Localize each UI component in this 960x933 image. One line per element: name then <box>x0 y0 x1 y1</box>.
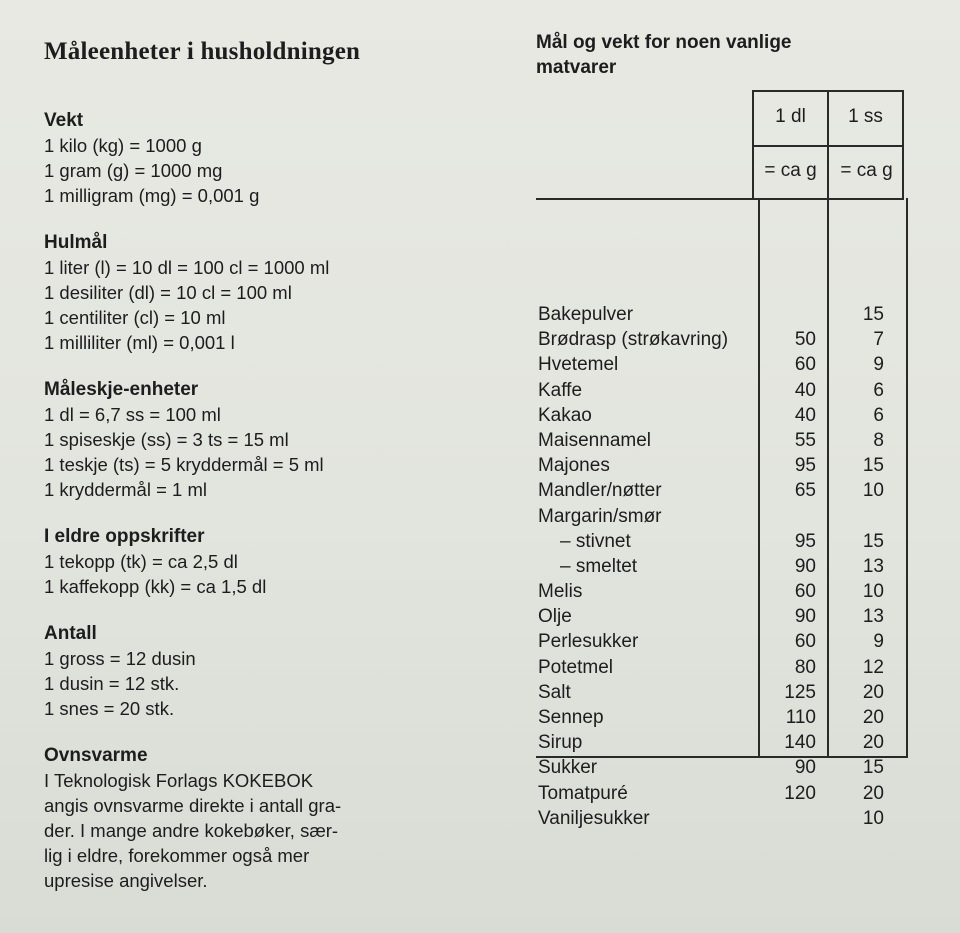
table-row <box>536 730 908 755</box>
grams-per-ss: 6 <box>873 379 884 401</box>
table-row <box>536 554 908 579</box>
grams-per-ss: 8 <box>873 429 884 451</box>
food-name: Sirup <box>538 732 583 754</box>
grams-per-ss: 12 <box>862 656 884 678</box>
section-ovnsvarme <box>44 743 464 893</box>
grams-per-dl: 50 <box>794 329 816 351</box>
food-name: Olje <box>538 606 572 628</box>
paragraph-line: der. I mange andre kokebøker, sær- <box>44 820 339 841</box>
grams-per-ss: 20 <box>862 732 884 754</box>
table-row <box>536 478 908 503</box>
food-name: Kaffe <box>538 379 583 401</box>
table-row <box>536 579 908 604</box>
grams-per-ss: 15 <box>862 530 884 552</box>
header-unit-dl: = ca g <box>764 160 817 181</box>
grams-per-ss: 10 <box>862 581 884 603</box>
table-row <box>536 680 908 705</box>
paragraph-line: upresise angivelser. <box>44 870 208 891</box>
grams-per-ss: 20 <box>862 681 884 703</box>
table-row <box>536 327 908 352</box>
food-name: – stivnet <box>560 530 631 552</box>
grams-per-dl: 90 <box>794 757 816 779</box>
ovnsvarme-paragraph <box>44 768 464 893</box>
table-row <box>536 604 908 629</box>
grams-per-dl: 60 <box>794 354 816 376</box>
section-heading: Vekt <box>44 110 84 131</box>
grams-per-dl: 40 <box>794 379 816 401</box>
table-row <box>536 705 908 730</box>
food-name: Margarin/smør <box>538 505 662 527</box>
food-name: Bakepulver <box>538 304 634 325</box>
header-1ss: 1 ss <box>848 106 883 127</box>
section-heading: Antall <box>44 623 97 644</box>
food-name: Salt <box>538 681 571 703</box>
grams-per-ss: 7 <box>873 329 884 351</box>
conversion-line: 1 dl = 6,7 ss = 100 ml <box>44 404 221 425</box>
conversion-line: 1 kilo (kg) = 1000 g <box>44 135 202 156</box>
grams-per-ss: 15 <box>862 757 884 779</box>
grams-per-ss: 13 <box>862 555 884 577</box>
grams-per-ss: 15 <box>862 455 884 477</box>
table-row <box>536 302 908 327</box>
page-title: Måleenheter i husholdningen <box>44 38 361 65</box>
unit-sections <box>44 108 464 721</box>
grams-per-dl: 110 <box>785 707 816 728</box>
table-row <box>536 428 908 453</box>
food-name: Hvetemel <box>538 354 619 376</box>
unit-section <box>44 108 464 208</box>
header-unit-ss: = ca g <box>840 160 893 181</box>
table-row <box>536 453 908 478</box>
conversion-line: 1 tekopp (tk) = ca 2,5 dl <box>44 551 238 572</box>
food-name: Brødrasp (strøkavring) <box>538 329 729 351</box>
food-name: Sennep <box>538 707 604 728</box>
table-row <box>536 403 908 428</box>
grams-per-dl: 125 <box>784 681 816 703</box>
conversion-line: 1 liter (l) = 10 dl = 100 cl = 1000 ml <box>44 257 330 278</box>
table-row <box>536 806 908 831</box>
header-1dl: 1 dl <box>775 106 806 127</box>
conversion-line: 1 desiliter (dl) = 10 cl = 100 ml <box>44 282 292 303</box>
table-row <box>536 504 908 529</box>
conversion-line: 1 kryddermål = 1 ml <box>44 479 207 500</box>
section-heading: I eldre oppskrifter <box>44 526 205 547</box>
conversion-line: 1 centiliter (cl) = 10 ml <box>44 307 226 328</box>
food-name: Mandler/nøtter <box>538 480 662 502</box>
grams-per-ss: 6 <box>873 404 884 426</box>
table-row <box>536 529 908 554</box>
grams-per-ss: 20 <box>862 707 884 728</box>
table-row <box>536 755 908 780</box>
unit-section <box>44 621 464 721</box>
section-heading: Hulmål <box>44 232 108 253</box>
grams-per-dl: 55 <box>794 429 816 451</box>
grams-per-ss: 9 <box>873 354 884 376</box>
grams-per-dl: 60 <box>794 581 816 603</box>
section-heading: Ovnsvarme <box>44 745 148 766</box>
grams-per-dl: 40 <box>794 404 816 426</box>
grams-per-ss: 13 <box>862 606 884 628</box>
conversion-line: 1 milligram (mg) = 0,001 g <box>44 185 260 206</box>
food-name: Vaniljesukker <box>538 807 650 829</box>
food-name: Perlesukker <box>538 631 639 653</box>
food-weight-table <box>536 90 908 829</box>
unit-section <box>44 230 464 355</box>
food-name: Sukker <box>538 757 598 779</box>
grams-per-dl: 140 <box>784 732 816 754</box>
conversion-line: 1 milliliter (ml) = 0,001 l <box>44 332 235 353</box>
table-row <box>536 629 908 654</box>
conversion-line: 1 gross = 12 dusin <box>44 648 196 669</box>
conversion-line: 1 snes = 20 stk. <box>44 698 175 719</box>
grams-per-ss: 9 <box>873 631 884 653</box>
table-row <box>536 781 908 806</box>
grams-per-ss: 20 <box>862 782 884 804</box>
conversion-line: 1 gram (g) = 1000 mg <box>44 160 223 181</box>
paragraph-line: I Teknologisk Forlags KOKEBOK <box>44 770 314 791</box>
grams-per-dl: 65 <box>794 480 816 502</box>
table-title: Mål og vekt for noen vanlige matvarer <box>536 32 792 78</box>
table-header-bottom-border <box>536 198 904 200</box>
grams-per-ss: 10 <box>862 807 884 829</box>
table-row <box>536 655 908 680</box>
unit-section <box>44 524 464 599</box>
grams-per-ss: 15 <box>862 304 884 325</box>
grams-per-ss: 10 <box>862 480 884 502</box>
paragraph-line: lig i eldre, forekommer også mer <box>44 845 310 866</box>
conversion-line: 1 teskje (ts) = 5 kryddermål = 5 ml <box>44 454 324 475</box>
conversion-line: 1 dusin = 12 stk. <box>44 673 180 694</box>
table-vline-3 <box>902 90 904 200</box>
paragraph-line: angis ovnsvarme direkte i antall gra- <box>44 795 342 816</box>
food-name: Majones <box>538 455 610 477</box>
conversion-line: 1 spiseskje (ss) = 3 ts = 15 ml <box>44 429 289 450</box>
food-name: Melis <box>538 581 583 603</box>
left-column <box>44 38 464 915</box>
food-name: Potetmel <box>538 656 613 678</box>
grams-per-dl: 120 <box>784 782 816 804</box>
unit-section <box>44 377 464 502</box>
grams-per-dl: 80 <box>794 656 816 678</box>
grams-per-dl: 90 <box>794 606 816 628</box>
table-row <box>536 352 908 377</box>
food-name: Kakao <box>538 404 592 426</box>
food-name: Tomatpuré <box>538 782 628 804</box>
conversion-line: 1 kaffekopp (kk) = ca 1,5 dl <box>44 576 267 597</box>
food-name: – smeltet <box>560 555 638 577</box>
table-body <box>536 302 908 831</box>
food-name: Maisennamel <box>538 429 651 451</box>
grams-per-dl: 95 <box>794 530 816 552</box>
table-row <box>536 378 908 403</box>
grams-per-dl: 95 <box>794 455 816 477</box>
section-heading: Måleskje-enheter <box>44 379 199 400</box>
grams-per-dl: 90 <box>794 555 816 577</box>
grams-per-dl: 60 <box>794 631 816 653</box>
